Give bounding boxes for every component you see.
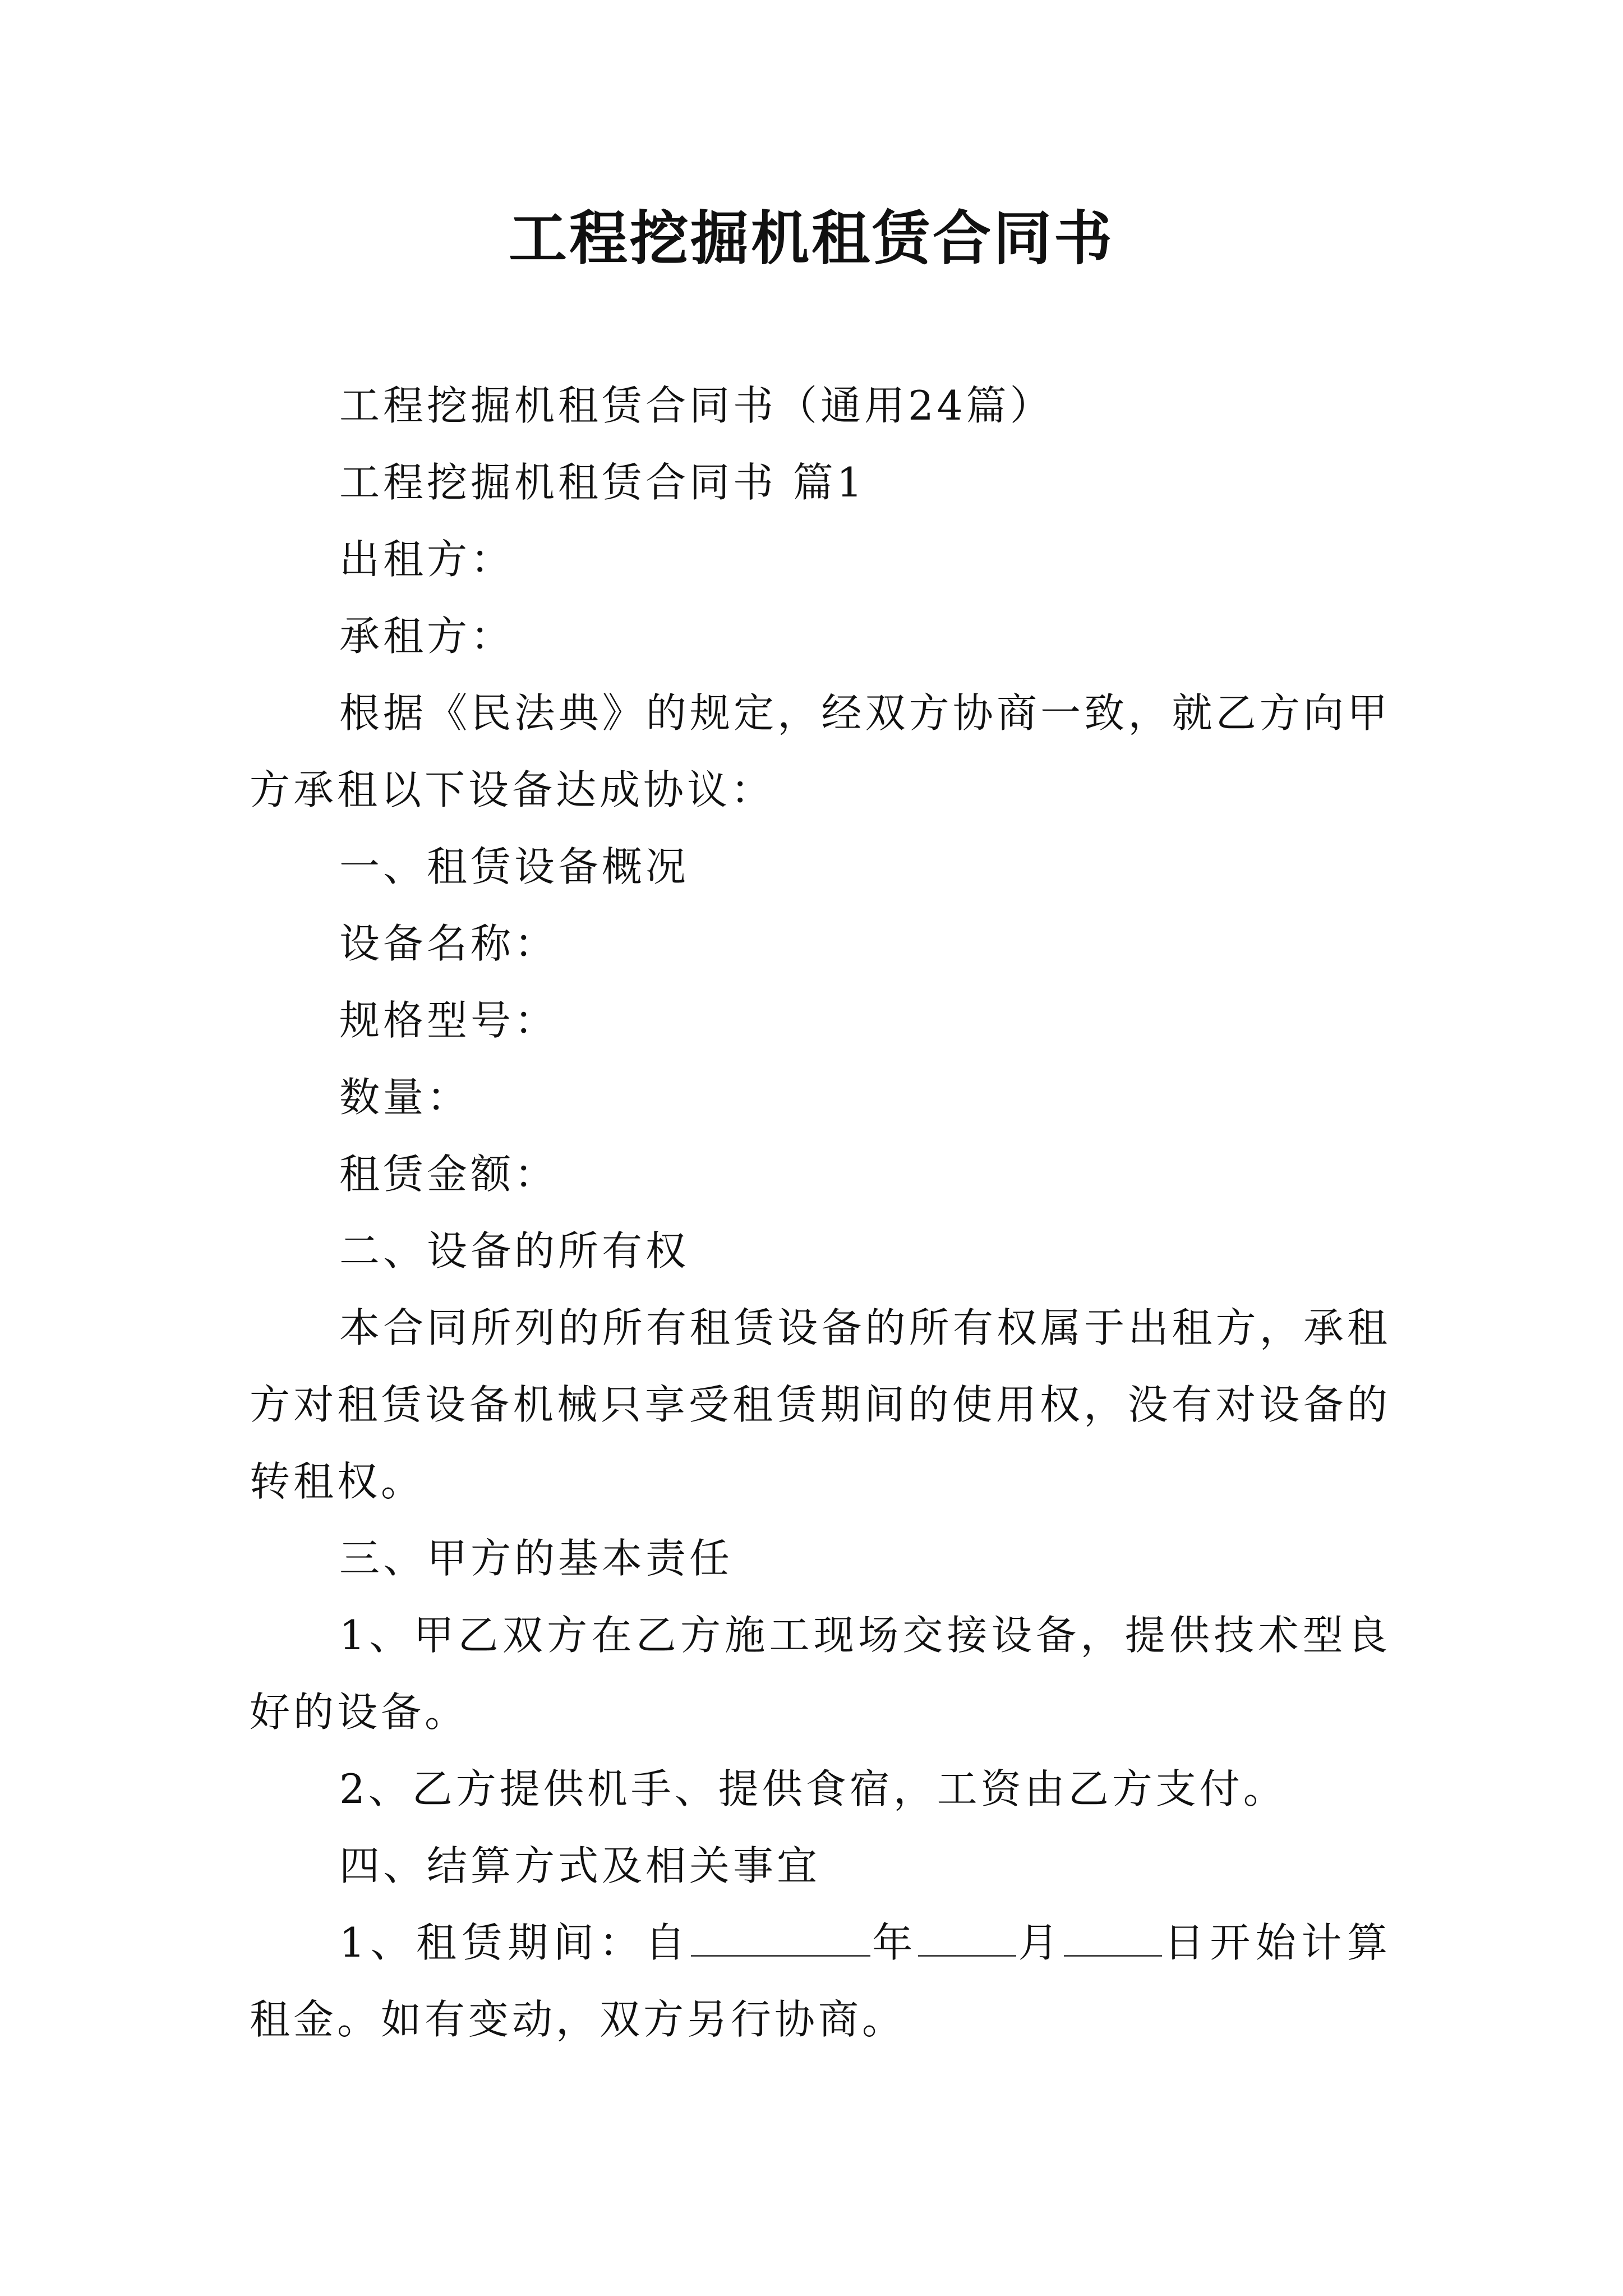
paragraph-heading-settlement: 四、结算方式及相关事宜 bbox=[339, 1842, 821, 1889]
paragraph-ownership-text: 本合同所列的所有租赁设备的所有权属于出租方，承租方对租赁设备机械只享受租赁期间的使用权，没有对设备的转租权。 bbox=[250, 1304, 1391, 1505]
blank-month-field bbox=[918, 1916, 1016, 1957]
paragraph-lessee: 承租方： bbox=[339, 613, 515, 660]
paragraph-party-a-item-1: 1、甲乙双方在乙方施工现场交接设备，提供技术型良好的设备。 bbox=[250, 1612, 1391, 1736]
paragraph-heading-ownership: 二、设备的所有权 bbox=[339, 1227, 690, 1274]
paragraph-lease-amount: 租赁金额： bbox=[339, 1151, 559, 1198]
paragraph-subtitle: 工程挖掘机租赁合同书（通用24篇） bbox=[339, 382, 1054, 429]
blank-year-field bbox=[691, 1916, 870, 1957]
document-title: 工程挖掘机租赁合同书 bbox=[508, 204, 1114, 273]
paragraph-agreement-basis: 根据《民法典》的规定，经双方协商一致，就乙方向甲方承租以下设备达成协议： bbox=[250, 689, 1391, 813]
lease-period-month: 月 bbox=[1016, 1919, 1064, 1966]
paragraph-section-heading: 工程挖掘机租赁合同书 篇1 bbox=[339, 459, 866, 506]
paragraph-equipment-name: 设备名称： bbox=[339, 920, 559, 967]
paragraph-heading-equipment: 一、租赁设备概况 bbox=[339, 843, 690, 890]
paragraph-lease-period bbox=[250, 1904, 1391, 2058]
blank-day-field bbox=[1064, 1916, 1162, 1957]
document-body bbox=[250, 367, 1391, 2058]
paragraph-model: 规格型号： bbox=[339, 997, 559, 1044]
lease-period-prefix: 1、租赁期间：自 bbox=[339, 1919, 691, 1966]
paragraph-party-a-item-2: 2、乙方提供机手、提供食宿，工资由乙方支付。 bbox=[339, 1765, 1287, 1812]
paragraph-heading-party-a: 三、甲方的基本责任 bbox=[339, 1535, 734, 1582]
paragraph-lessor: 出租方： bbox=[339, 536, 515, 583]
lease-period-year: 年 bbox=[870, 1919, 918, 1966]
paragraph-quantity: 数量： bbox=[339, 1074, 471, 1121]
lease-period-suffix: 日开始计算租金。如有变动，双方另行协商。 bbox=[250, 1919, 1391, 2043]
